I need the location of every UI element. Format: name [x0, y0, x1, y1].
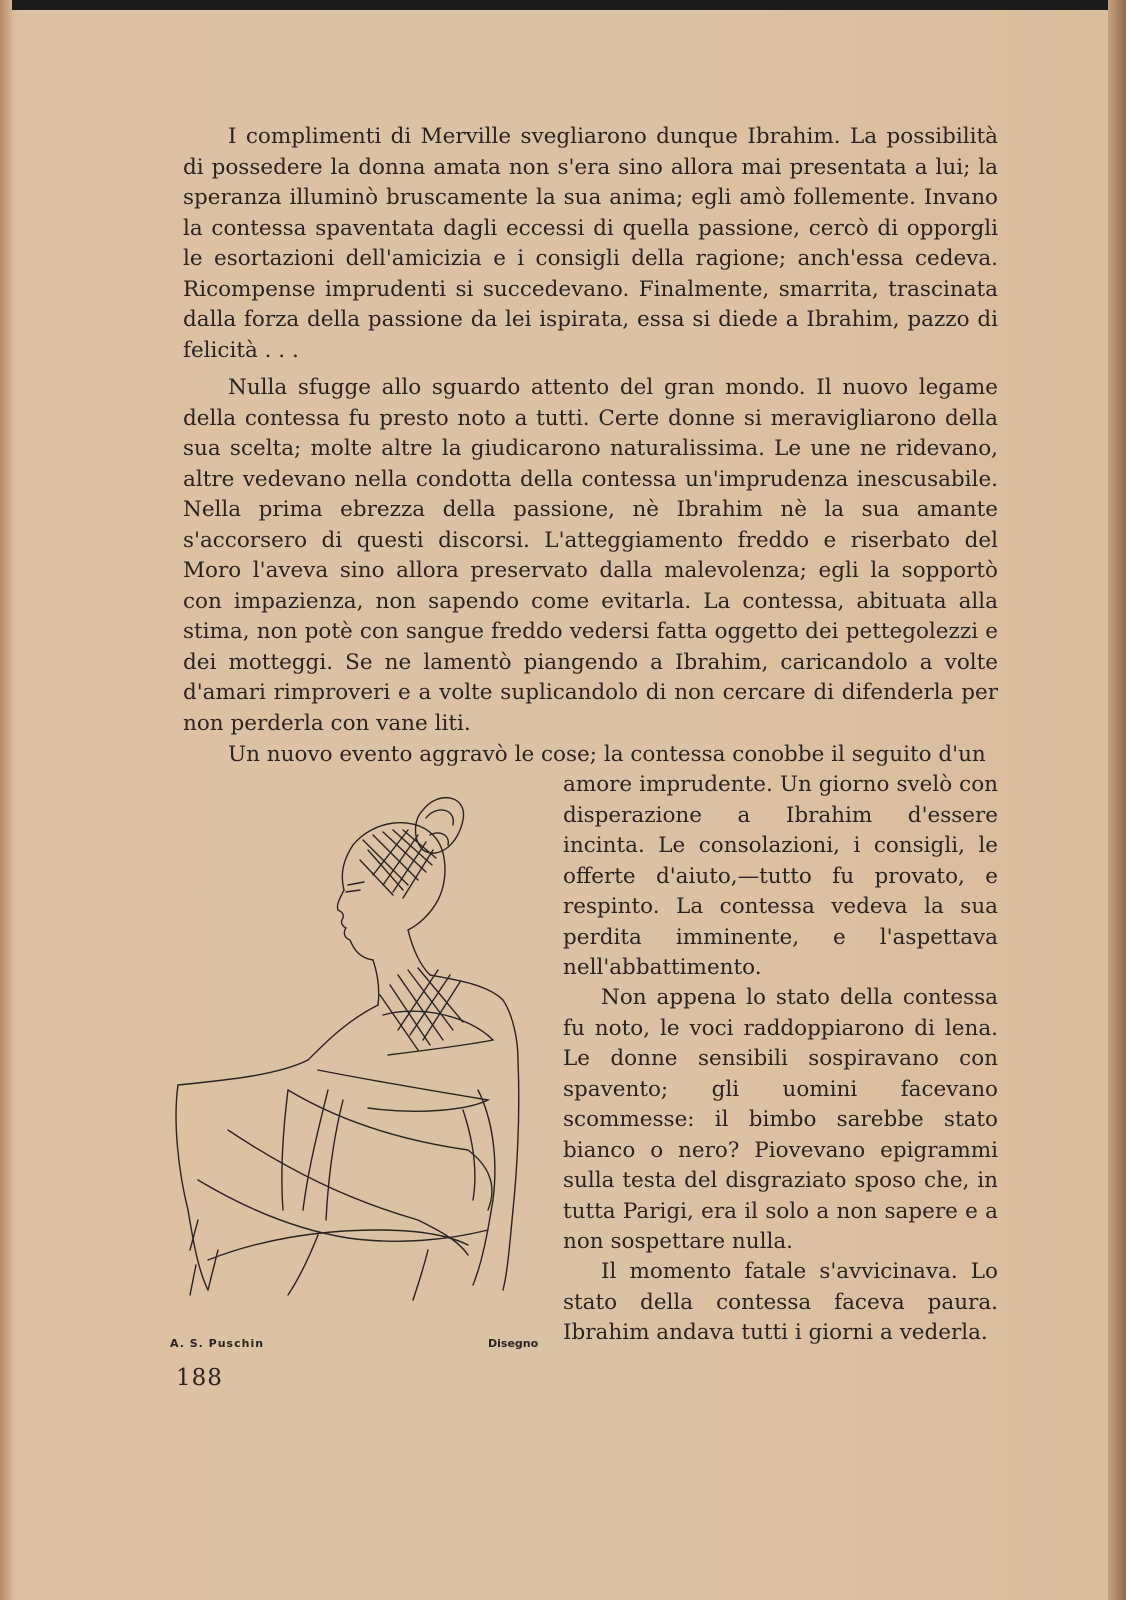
paragraph-2: Nulla sfugge allo sguardo attento del gran mondo. Il nuovo legame della contessa fu presto noto a tutti. Certe donne si meravigliarono della sua scelta; molte altre la giudicarono naturalissima. Le une ne ridevano, altre vedevano nella condotta della contessa un'imprudenza inescusabile. Nella prima ebrezza della passione, nè Ibrahim nè la sua amante s'accorsero di questi discorsi. L'atteggiamento freddo e riserbato del Moro l'aveva sino allora preservato dalla malevolenza; egli la sopportò con impazienza, non sapendo come evitarla. La contessa, abituata alla stima, non potè con sangue freddo vedersi fatta oggetto dei pettegolezzi e dei motteggi. Se ne lamentò piangendo a Ibrahim, caricandolo a volte d'amari rimproveri e a volte suplicandolo di non cercare di difenderla per non perderla con vane liti. — [183, 375, 998, 736]
page-number: 188 — [176, 1365, 223, 1391]
woman-sketch-drawing — [168, 790, 548, 1330]
paragraph-1: I complimenti di Merville svegliarono dunque Ibrahim. La possibilità di possedere la donna amata non s'era sino allora mai presentata a lui; la speranza illuminò bruscamente la sua anima; egli amò follemente. Invano la contessa spaventata dagli eccessi di quella passione, cercò di opporgli le esortazioni dell'amicizia e i consigli della ragione; anch'essa cedeva. Ricompense imprudenti si succedevano. Finalmente, smarrita, trascinata dalla forza della passione da lei ispirata, essa si diede a Ibrahim, pazzo di felicità . . . — [183, 124, 998, 363]
scan-top-band — [0, 0, 1126, 10]
illustration-type-caption: Disegno — [488, 1337, 539, 1350]
paragraph-4: Non appena lo stato della contessa fu noto, le voci raddoppiarono di lena. Le donne sensibili sospiravano con spavento; gli uomini facevano scommesse: il bimbo sarebbe stato bianco o nero? Piovevano epigrammi sulla testa del disgraziato sposo che, in tutta Parigi, era il solo a non sapere e a non sospettare nulla. — [563, 985, 998, 1254]
illustration-author-caption: A. S. Puschin — [170, 1337, 265, 1350]
paragraph-3-first-line: Un nuovo evento aggravò le cose; la contessa conobbe il seguito d'un — [228, 742, 986, 767]
paragraph-5: Il momento fatale s'avvicinava. Lo stato della contessa faceva paura. Ibrahim andava tutti i giorni a vederla. — [563, 1259, 998, 1345]
paragraph-3-continuation: amore imprudente. Un giorno svelò con disperazione a Ibrahim d'essere incinta. Le consolazioni, i consigli, le offerte d'aiuto,—tutto fu provato, e respinto. La contessa vedeva la sua perdita imminente, e l'aspettava nell'abbattimento. — [563, 772, 998, 980]
page-right-edge — [1108, 0, 1126, 1600]
page-left-edge — [0, 0, 12, 1600]
